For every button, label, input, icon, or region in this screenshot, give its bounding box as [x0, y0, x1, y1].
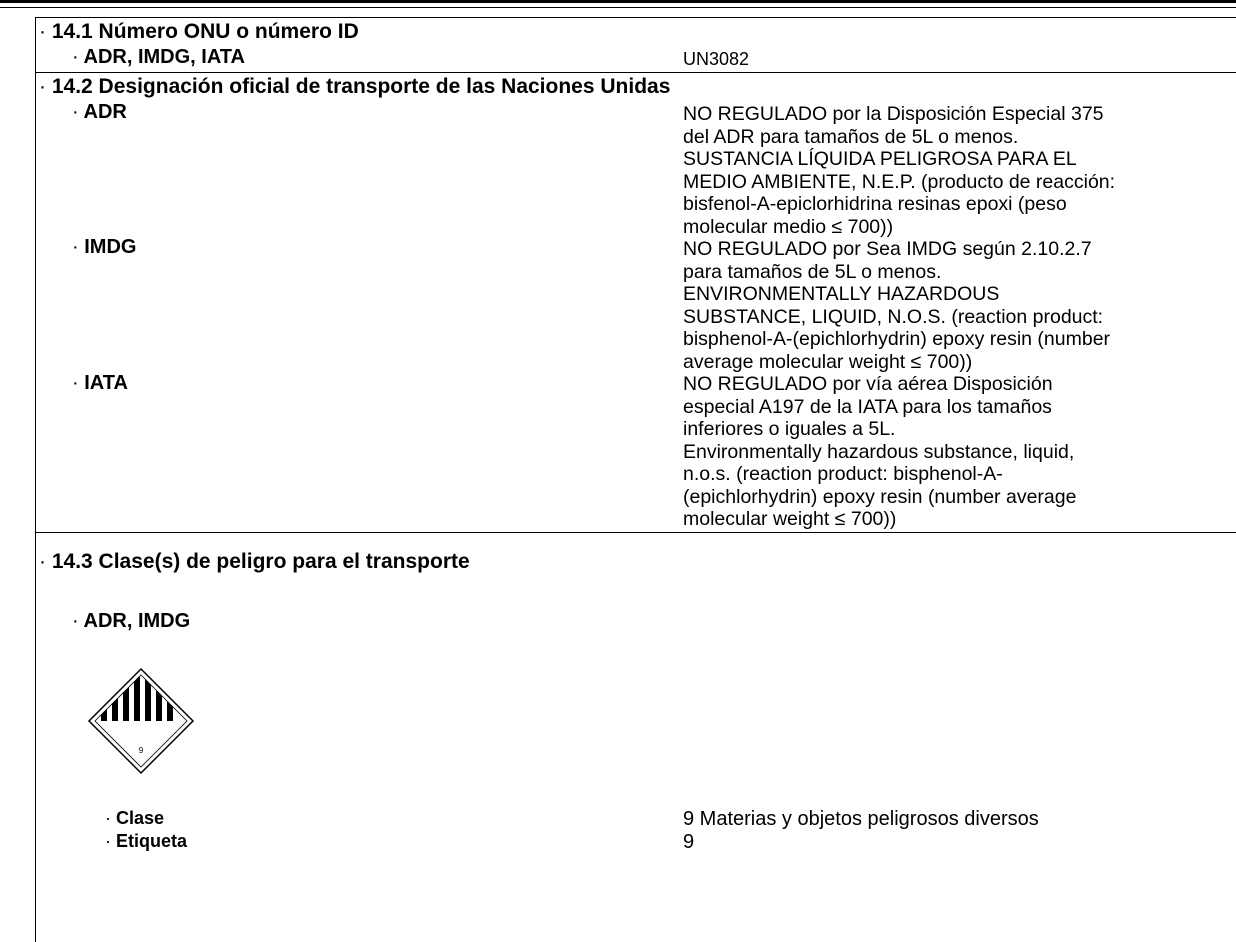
label-clase: · Clase — [105, 808, 165, 828]
label-iata: · IATA — [72, 372, 128, 394]
heading-14-1: · 14.1 Número ONU o número ID — [39, 20, 359, 43]
page-top-rule — [0, 0, 1236, 3]
value-adr-designation: NO REGULADO por la Disposición Especial 375 del ADR para tamaños de 5L o menos. SUSTANCIA LÍQUIDA PELIGROSA PARA EL MEDIO AMBIENTE, N.E.P. (producto de reacción: bisfenol-A-epiclorhidrina resinas epoxi (peso molecular medio ≤ 700)) — [683, 103, 1116, 238]
heading-14-2: · 14.2 Designación oficial de transporte de las Naciones Unidas — [39, 75, 671, 98]
heading-14-3: · 14.3 Clase(s) de peligro para el transporte — [39, 550, 470, 573]
divider-14-2 — [35, 532, 1236, 533]
hazard-class-9-diamond-icon — [87, 667, 195, 775]
value-etiqueta: 9 — [683, 831, 695, 853]
label-adr: · ADR — [72, 101, 127, 123]
label-adr-imdg: · ADR, IMDG — [72, 610, 191, 632]
label-etiqueta: · Etiqueta — [105, 831, 188, 851]
value-clase: 9 Materias y objetos peligrosos diversos — [683, 808, 1039, 830]
value-imdg-designation: NO REGULADO por Sea IMDG según 2.10.2.7 para tamaños de 5L o menos. ENVIRONMENTALLY HAZARDOUS SUBSTANCE, LIQUID, N.O.S. (reaction product: bisphenol-A-(epichlorhydrin) epoxy resin (number average molecular weight ≤ 700)) — [683, 238, 1111, 373]
divider-14-1 — [35, 72, 1236, 73]
value-iata-designation: NO REGULADO por vía aérea Disposición especial A197 de la IATA para los tamaños inferiores o iguales a 5L. Environmentally hazardous substance, liquid, n.o.s. (reaction product: bisphenol-A- (epichlorhydrin) epoxy resin (number average molecular weight ≤ 700)) — [683, 373, 1077, 530]
label-adr-imdg-iata: · ADR, IMDG, IATA — [72, 46, 245, 68]
pictogram-class-number: 9 — [138, 746, 144, 755]
value-un-number: UN3082 — [683, 49, 750, 69]
page-top-rule-thin — [0, 7, 1236, 8]
label-imdg: · IMDG — [72, 236, 137, 258]
